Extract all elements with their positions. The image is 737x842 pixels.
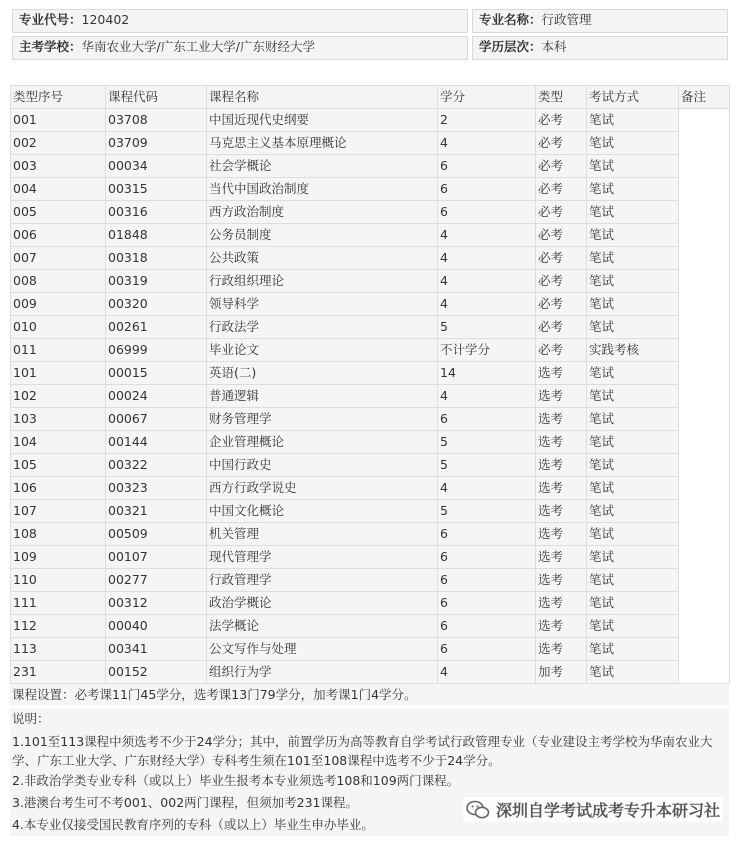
cell-course-name: 英语(二) [207,362,438,385]
cell-course-code: 00315 [106,178,207,201]
cell-exam-method: 笔试 [587,454,679,477]
header-remarks: 备注 [679,86,730,109]
cell-course-name: 中国文化概论 [207,500,438,523]
cell-type: 选考 [536,362,587,385]
note-item: 4.本专业仅接受国民教育序列的专科（或以上）毕业生申办毕业。 [12,817,374,832]
cell-type: 选考 [536,523,587,546]
cell-course-name: 政治学概论 [207,592,438,615]
cell-type-no: 107 [11,500,106,523]
cell-type-no: 113 [11,638,106,661]
cell-type: 选考 [536,431,587,454]
level-box [472,36,728,60]
cell-type: 选考 [536,385,587,408]
cell-course-code: 03709 [106,132,207,155]
cell-course-code: 00321 [106,500,207,523]
cell-course-code: 00067 [106,408,207,431]
cell-credits: 4 [438,385,536,408]
major-name-label: 专业名称： [479,12,542,27]
level-value: 本科 [541,39,567,54]
cell-credits: 4 [438,661,536,684]
cell-type-no: 007 [11,247,106,270]
cell-type-no: 231 [11,661,106,684]
major-code-box [12,9,468,33]
cell-course-code: 06999 [106,339,207,362]
cell-type-no: 112 [11,615,106,638]
cell-exam-method: 笔试 [587,500,679,523]
cell-type: 必考 [536,247,587,270]
cell-course-name: 中国行政史 [207,454,438,477]
school-value: 华南农业大学/广东工业大学/广东财经大学 [81,39,315,54]
cell-course-code: 00318 [106,247,207,270]
cell-type: 选考 [536,592,587,615]
cell-credits: 2 [438,109,536,132]
cell-exam-method: 笔试 [587,247,679,270]
cell-type-no: 104 [11,431,106,454]
table-row [11,615,730,638]
cell-credits: 5 [438,454,536,477]
cell-type: 选考 [536,546,587,569]
cell-course-name: 财务管理学 [207,408,438,431]
cell-course-name: 西方行政学说史 [207,477,438,500]
table-row [11,155,730,178]
cell-exam-method: 笔试 [587,362,679,385]
cell-type: 必考 [536,178,587,201]
level-label: 学历层次： [479,39,542,54]
cell-course-name: 行政组织理论 [207,270,438,293]
cell-course-code: 00319 [106,270,207,293]
notes-title: 说明： [12,711,50,726]
cell-type: 必考 [536,339,587,362]
cell-type-no: 011 [11,339,106,362]
cell-type: 必考 [536,293,587,316]
cell-type-no: 103 [11,408,106,431]
note-item: 1.101至113课程中须选考不少于24学分；其中，前置学历为高等教育自学考试行政管理专业（专业建设主考学校为华南农业大学、广东工业大学、广东财经大学）专科考生须在101至108课程中选考不少于24学分。 [12,734,713,768]
cell-exam-method: 笔试 [587,178,679,201]
cell-exam-method: 笔试 [587,638,679,661]
cell-course-code: 00144 [106,431,207,454]
cell-course-code: 00316 [106,201,207,224]
cell-type-no: 111 [11,592,106,615]
header-type-no: 类型序号 [11,86,106,109]
cell-type-no: 009 [11,293,106,316]
cell-type-no: 106 [11,477,106,500]
cell-credits: 不计学分 [438,339,536,362]
table-row [11,247,730,270]
cell-course-name: 社会学概论 [207,155,438,178]
cell-type-no: 002 [11,132,106,155]
cell-credits: 6 [438,615,536,638]
table-row [11,178,730,201]
cell-credits: 6 [438,201,536,224]
cell-course-name: 中国近现代史纲要 [207,109,438,132]
table-row [11,270,730,293]
cell-type-no: 109 [11,546,106,569]
cell-exam-method: 笔试 [587,615,679,638]
cell-course-code: 00509 [106,523,207,546]
major-code-value: 120402 [81,12,130,27]
cell-type-no: 010 [11,316,106,339]
cell-credits: 6 [438,408,536,431]
cell-exam-method: 笔试 [587,132,679,155]
cell-credits: 6 [438,569,536,592]
cell-course-name: 现代管理学 [207,546,438,569]
table-row [11,362,730,385]
cell-type: 选考 [536,615,587,638]
cell-course-name: 企业管理概论 [207,431,438,454]
school-box [12,36,468,60]
table-row [11,454,730,477]
table-row [11,224,730,247]
cell-course-code: 00341 [106,638,207,661]
cell-course-name: 公务员制度 [207,224,438,247]
table-row [11,477,730,500]
remarks-cell [679,109,730,684]
cell-credits: 4 [438,224,536,247]
cell-credits: 6 [438,178,536,201]
cell-type-no: 110 [11,569,106,592]
cell-course-name: 行政管理学 [207,569,438,592]
header-type: 类型 [536,86,587,109]
cell-course-code: 00322 [106,454,207,477]
table-row [11,109,730,132]
table-row [11,500,730,523]
cell-exam-method: 笔试 [587,523,679,546]
cell-exam-method: 笔试 [587,546,679,569]
cell-course-name: 毕业论文 [207,339,438,362]
cell-course-name: 机关管理 [207,523,438,546]
course-summary: 课程设置：必考课11门45学分，选考课13门79学分，加考课1门4学分。 [10,684,729,706]
cell-type-no: 008 [11,270,106,293]
table-row [11,546,730,569]
cell-type: 必考 [536,201,587,224]
cell-course-code: 03708 [106,109,207,132]
cell-credits: 6 [438,155,536,178]
table-row [11,293,730,316]
table-row [11,431,730,454]
cell-exam-method: 笔试 [587,661,679,684]
cell-credits: 4 [438,247,536,270]
cell-type-no: 004 [11,178,106,201]
watermark [463,797,723,822]
cell-exam-method: 笔试 [587,592,679,615]
cell-credits: 4 [438,477,536,500]
cell-course-name: 马克思主义基本原理概论 [207,132,438,155]
table-row [11,569,730,592]
table-header-row [11,86,730,109]
major-name-value: 行政管理 [541,12,592,27]
cell-type: 选考 [536,569,587,592]
course-table [10,85,730,684]
table-row [11,316,730,339]
cell-type-no: 005 [11,201,106,224]
cell-type: 选考 [536,454,587,477]
cell-credits: 4 [438,132,536,155]
cell-type: 必考 [536,155,587,178]
cell-course-code: 00024 [106,385,207,408]
cell-type: 选考 [536,477,587,500]
cell-type-no: 108 [11,523,106,546]
cell-type-no: 105 [11,454,106,477]
cell-type-no: 101 [11,362,106,385]
header-course-code: 课程代码 [106,86,207,109]
cell-exam-method: 笔试 [587,477,679,500]
cell-course-code: 00312 [106,592,207,615]
cell-credits: 5 [438,431,536,454]
cell-course-name: 组织行为学 [207,661,438,684]
cell-course-name: 公共政策 [207,247,438,270]
cell-exam-method: 笔试 [587,431,679,454]
cell-credits: 6 [438,592,536,615]
table-row [11,592,730,615]
note-item: 2.非政治学类专业专科（或以上）毕业生报考本专业须选考108和109两门课程。 [12,773,460,788]
cell-course-name: 法学概论 [207,615,438,638]
watermark-text: 深圳自学考试成考专升本研习社 [495,801,720,820]
cell-course-name: 领导科学 [207,293,438,316]
cell-course-code: 00261 [106,316,207,339]
table-row [11,132,730,155]
cell-exam-method: 笔试 [587,224,679,247]
table-row [11,523,730,546]
wechat-icon [466,800,490,820]
table-row [11,385,730,408]
cell-type-no: 003 [11,155,106,178]
cell-exam-method: 笔试 [587,408,679,431]
cell-course-name: 当代中国政治制度 [207,178,438,201]
header-credits: 学分 [438,86,536,109]
cell-exam-method: 笔试 [587,201,679,224]
cell-type: 选考 [536,638,587,661]
cell-credits: 6 [438,638,536,661]
cell-course-code: 00015 [106,362,207,385]
cell-type: 加考 [536,661,587,684]
cell-type: 必考 [536,270,587,293]
cell-credits: 6 [438,523,536,546]
cell-credits: 4 [438,270,536,293]
cell-exam-method: 笔试 [587,316,679,339]
cell-course-code: 00040 [106,615,207,638]
cell-course-code: 00034 [106,155,207,178]
cell-course-name: 普通逻辑 [207,385,438,408]
major-name-box [472,9,728,33]
cell-course-name: 行政法学 [207,316,438,339]
cell-credits: 5 [438,500,536,523]
cell-course-code: 00277 [106,569,207,592]
cell-type: 必考 [536,316,587,339]
cell-course-code: 00107 [106,546,207,569]
table-row [11,339,730,362]
cell-credits: 6 [438,546,536,569]
cell-course-name: 西方政治制度 [207,201,438,224]
school-label: 主考学校： [19,39,82,54]
header-course-name: 课程名称 [207,86,438,109]
cell-exam-method: 笔试 [587,569,679,592]
cell-credits: 5 [438,316,536,339]
cell-exam-method: 实践考核 [587,339,679,362]
cell-exam-method: 笔试 [587,109,679,132]
table-row [11,661,730,684]
cell-type-no: 102 [11,385,106,408]
table-row [11,408,730,431]
table-row [11,201,730,224]
cell-exam-method: 笔试 [587,155,679,178]
cell-type: 必考 [536,109,587,132]
cell-type-no: 006 [11,224,106,247]
cell-course-code: 00323 [106,477,207,500]
cell-type: 选考 [536,500,587,523]
cell-exam-method: 笔试 [587,385,679,408]
cell-type: 必考 [536,224,587,247]
cell-type: 必考 [536,132,587,155]
cell-course-name: 公文写作与处理 [207,638,438,661]
cell-exam-method: 笔试 [587,293,679,316]
header-exam-method: 考试方式 [587,86,679,109]
cell-credits: 4 [438,293,536,316]
note-item: 3.港澳台考生可不考001、002两门课程，但须加考231课程。 [12,795,359,810]
table-row [11,638,730,661]
cell-type-no: 001 [11,109,106,132]
cell-course-code: 01848 [106,224,207,247]
cell-course-code: 00320 [106,293,207,316]
cell-course-code: 00152 [106,661,207,684]
cell-exam-method: 笔试 [587,270,679,293]
major-code-label: 专业代号： [19,12,82,27]
cell-credits: 14 [438,362,536,385]
cell-type: 选考 [536,408,587,431]
